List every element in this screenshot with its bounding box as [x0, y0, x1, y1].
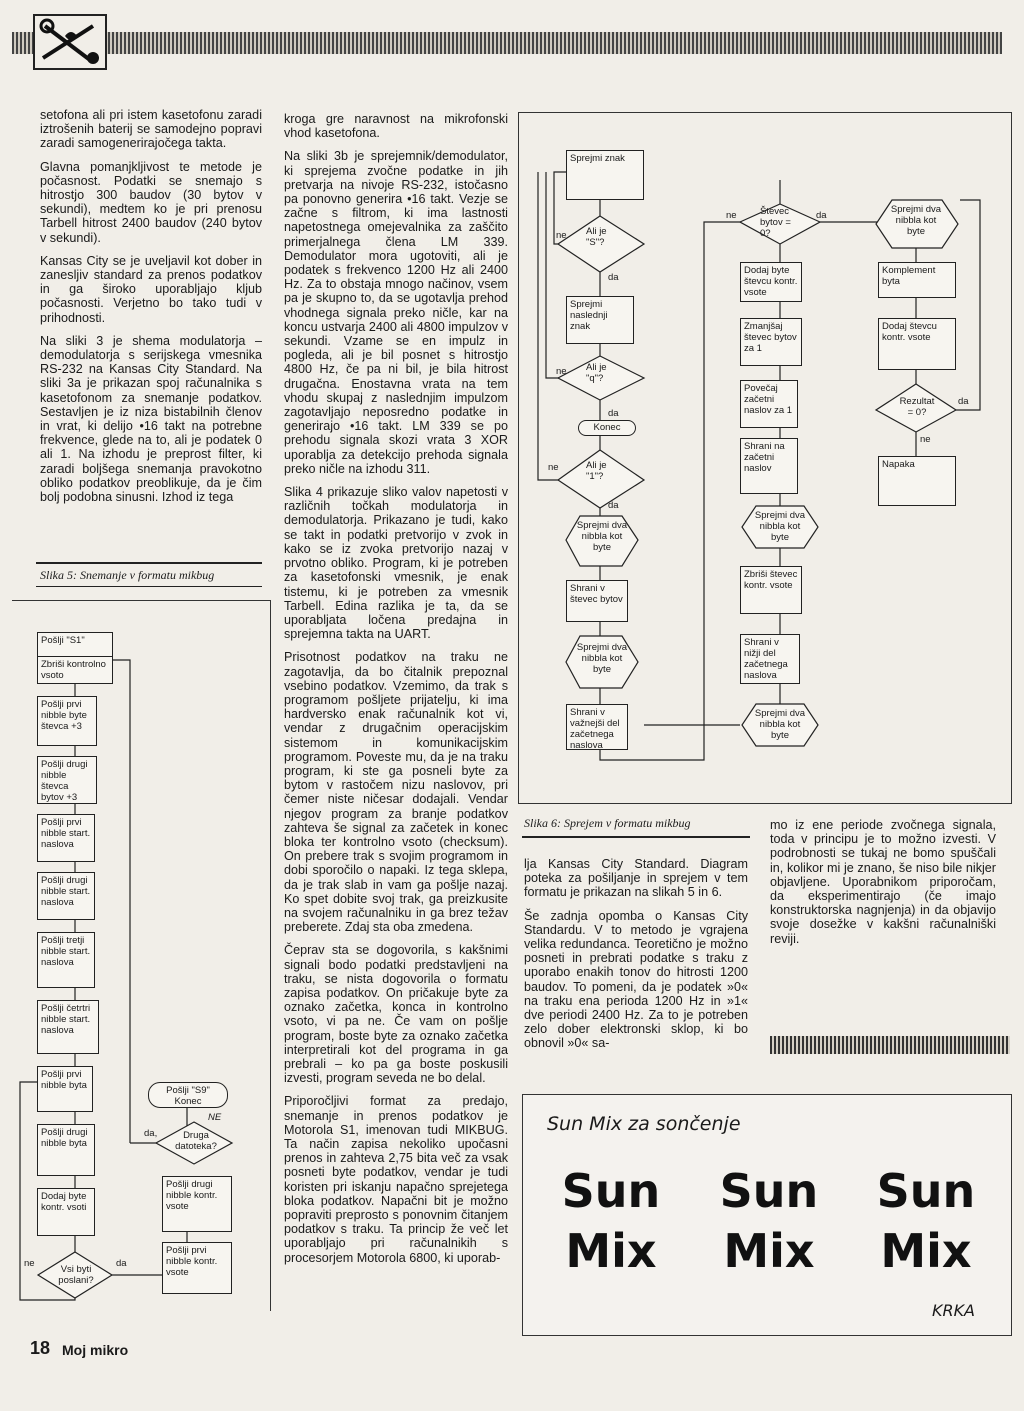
- fig6-box: Shrani na začetni naslov: [740, 438, 798, 494]
- paragraph: Slika 4 prikazuje sliko valov napetosti v različnih točkah modulatorja in demodulatorja. Prikazano je tudi, kako se takt in podatki pretvorijo v zvok in kako se iz zvoka pretvorijo nazaj v prvotno obliko. Program, ki je potreben za kasetofonski vmesnik, je enak tistemu, ki je potreben za vmesnik Tarbell. Edina razlika je ta, da se uporabljata ločena predajna in sprejemna takta na UART.: [284, 485, 508, 642]
- page-number: 18: [30, 1338, 51, 1358]
- sun-mix-logo: Sun Mix: [561, 1164, 661, 1278]
- fig6-label-ne: ne: [920, 434, 931, 445]
- paragraph: Še zadnja opomba o Kansas City Standardu. V to metodo je vgrajena velika redundanca. Teoretično je možno posneti in prebrati podatke s traku z uporabo enakih tonov do hitrosti 1200 baudov. To pomeni, da je podatek »0« na traku ena perioda 1200 Hz in »1« dve periodi 2400 Hz. Za to je potreben zelo dober elektronski sklop, ki bo obnovil »0« sa-: [524, 908, 748, 1051]
- paragraph: lja Kansas City Standard. Diagram poteka za pošiljanje in sprejem v tem formatu je prikazan na slikah 5 in 6.: [524, 857, 748, 900]
- fig6-decision-q: Ali je "q"?: [586, 362, 607, 384]
- fig6-label-da: da: [816, 210, 827, 221]
- fig6-label-da: da: [958, 396, 969, 407]
- fig6-label-ne: ne: [726, 210, 737, 221]
- fig5-box: Pošlji prvi nibble start. naslova: [37, 814, 95, 862]
- paragraph: setofona ali pri istem kasetofonu zaradi iztrošenih baterij se samodejno popravi zaradi samogenerirajočega takta.: [40, 108, 262, 151]
- fig5-box: Pošlji četrtri nibble start. naslova: [37, 1000, 99, 1054]
- fig6-box: Zbriši števec kontr. vsote: [740, 566, 802, 614]
- fig5-decision-more: Druga datoteka?: [175, 1130, 217, 1152]
- fig5-label-ne: NE: [208, 1112, 222, 1123]
- fig5-box: Pošlji prvi nibble kontr. vsote: [162, 1242, 232, 1294]
- fig6-caption: Slika 6: Sprejem v formatu mikbug: [524, 816, 691, 830]
- fig6-decision-result: Rezultat = 0?: [899, 396, 935, 418]
- fig6-hex-receive-byte: Sprejmi dva nibbla kot byte: [890, 204, 942, 237]
- paragraph: kroga gre naravnost na mikrofonski vhod kasetofona.: [284, 112, 508, 141]
- fig6-label-ne: ne: [556, 366, 567, 377]
- paragraph: Čeprav sta se dogovorila, s kakšnimi signali bodo podatki predstavljeni na traku, se nista dogovorila o formatu zapisa podatkov. On pričakuje byte za oznako začetka, konca in kontrolno vsoto, vi pa ne. Če vam on pošlje program, boste byte za oznako začetka interpretirali kot del programa in ga prebrali – ko pa ga boste poskusili izvesti, program seveda ne bo delal.: [284, 943, 508, 1086]
- fig5-label-da: da: [116, 1258, 127, 1269]
- fig5-box: Pošlji drugi nibble števca bytov +3: [37, 756, 97, 804]
- fig6-box-complement: Komplement byta: [878, 262, 956, 298]
- fig6-label-ne: ne: [556, 230, 567, 241]
- fig5-box: Pošlji drugi nibble kontr. vsote: [162, 1176, 232, 1232]
- fig5-box: Pošlji drugi nibble start. naslova: [37, 872, 95, 920]
- magazine-name: Moj mikro: [62, 1342, 129, 1358]
- fig6-box-add-checksum: Dodaj števcu kontr. vsote: [878, 318, 956, 370]
- fig5-terminal-end: Pošlji "S9" Konec: [148, 1082, 228, 1108]
- paragraph: Na sliki 3b je sprejemnik/demodulator, ki sprejema zvočne podatke in jih pretvarja na nivoje RS-232, istočasno pa ponovno generira •16 takt. Vezje se začne s filtrom, ki ima lastnosti napetostnega omejevalnika za zaščito primerjalnega člena LM 339. Demodulator mora ugotoviti, ali je podatek s frekvenco 1200 Hz ali 2400 Hz. Za to obstaja mnogo načinov, vsem pa je skupno to, da se ugotavlja prehod vhodnega signala preko ničle, kar na koncu ustvarja 2400 ali 4800 impulzov v sekundi. Vzame se en impulz in pogleda, ali je bil posnet s hitrostjo 4800 Hz, če pa ni bil, je bila hitrost drugačna. Enostavna vrata na tem vhodu skupaj z naslednjim impulzom zagotavljajo neposredno podatke in generirajo •16 takt. LM 339 se po prehodu signala skozi vrata 3 XOR uporablja za detekcijo prehoda signala preko ničle na izhodu 311.: [284, 149, 508, 476]
- sun-mix-ad: [522, 1094, 1012, 1336]
- fig6-box: Dodaj byte števcu kontr. vsote: [740, 262, 802, 302]
- fig5-label-ne: ne: [24, 1258, 35, 1269]
- fig5-box: Dodaj byte kontr. vsoti: [37, 1188, 95, 1236]
- fig6-decision-s: Ali je "S"?: [586, 226, 607, 248]
- fig6-decision-counter: Števec bytov = 0?: [760, 206, 791, 239]
- fig6-box-receive-char: Sprejmi znak: [566, 150, 644, 200]
- fig5-box-send-s1: Pošlji "S1": [37, 632, 113, 658]
- fig6-terminal-end: Konec: [578, 420, 636, 436]
- fig6-label-ne: ne: [548, 462, 559, 473]
- paragraph: mo iz ene periode zvočnega signala, toda v principu je to možno izvesti. V podrobnosti se tukaj ne bomo spuščali in, kolikor mi je znano, še niso bile nikjer objavljene. Uporabnikom priporočam, da eksperimentirajo (če imajo konstruktorska nagnjenja) in da objavijo svoje dosežke v kakšni računalniški reviji.: [770, 818, 996, 946]
- fig5-box: Pošlji tretji nibble start. naslova: [37, 932, 95, 988]
- fig6-box-store-high-addr: Shrani v važnejši del začetnega naslova: [566, 704, 628, 750]
- fig5-box: Pošlji drugi nibble byta: [37, 1124, 95, 1176]
- ad-brand: KRKA: [931, 1301, 975, 1320]
- fig6-decision-1: Ali je "1"?: [586, 460, 607, 482]
- fig6-hex-receive-byte: Sprejmi dva nibbla kot byte: [754, 708, 806, 741]
- paragraph: Prisotnost podatkov na traku ne zagotavlja, da bo čitalnik prepoznal vsebino podatkov. Vzemimo, da trak s programom pošljete prijatelju, ki ima hardversko enak računalnik kot vi, vendar z drugačnim operacijskim sistemom in komunikacijskim programom. Poveste mu, da je na traku program, ki ste ga posneli byte za bytom v rastočem nizu naslovov, pri čemer niste ničesar dodajali. Vendar njegov program za branje podatkov zahteva še signal za začetek in konec bloka ter kontrolno vsoto (checksum). On prebere trak s svojim programom in dobi sporočilo o napaki. Iz tega sklepa, da je trak slab in vam ga pošlje nazaj. Ko spet dobite svoj trak, ga preizkusite na svojem računalniku in ga brez težav preberete. Zdaj sta oba zmedena.: [284, 650, 508, 935]
- fig5-label-da: da,: [144, 1128, 158, 1139]
- fig6-label-da: da: [608, 408, 619, 419]
- fig6-box: Zmanjšaj števec bytov za 1: [740, 318, 802, 366]
- fig5-decision-sent: Vsi byti poslani?: [58, 1264, 94, 1286]
- fig6-label-da: da: [608, 500, 619, 511]
- fig5-caption: Slika 5: Snemanje v formatu mikbug: [40, 568, 215, 582]
- paragraph: Priporočljivi format za predajo, snemanje in prenos podatkov je Motorola S1, imenovan tudi MIKBUG. Ta način zapisa nekoliko upočasni prenos in zahteva 2,75 bita več za vsak posneti byte podatkov, vendar je tudi koristen pri iskanju napačno sprejetega bloka podatkov. Napačni bit je možno popraviti preprosto s ponovnim čitanjem podatkov s traku. Ta princip že več let uporabljajo pri računalnikih s procesorjem Motorola 6800, ki uporab-: [284, 1094, 508, 1265]
- paragraph: Kansas City se je uveljavil kot dober in zanesljiv standard za prenos podatkov in ga široko uporabljajo kljub počasnosti. Verjetno bo tako tudi v prihodnosti.: [40, 253, 262, 325]
- fig5-box-clear-checksum: Zbriši kontrolno vsoto: [37, 656, 113, 684]
- fig6-hex-receive-byte: Sprejmi dva nibbla kot byte: [576, 642, 628, 675]
- sun-mix-logo: Sun Mix: [719, 1164, 819, 1278]
- fig6-box-store-counter: Shrani v števec bytov: [566, 580, 628, 622]
- fig6-label-da: da: [608, 272, 619, 283]
- sun-mix-logo: Sun Mix: [876, 1164, 976, 1278]
- caption-rule: [522, 836, 750, 838]
- paragraph: Glavna pomanjkljivost te metode je počasnost. Podatki se snemajo s hitrostjo 300 baudov (30 bytov v sekundi), medtem ko je pri prenosu Tarbell hitrost 2400 baudov (240 bytov v sekundi).: [40, 159, 262, 245]
- ad-title: Sun Mix za sončenje: [547, 1113, 741, 1135]
- fig6-box-receive-next-char: Sprejmi naslednji znak: [566, 296, 634, 344]
- fig6-box-error: Napaka: [878, 456, 956, 506]
- fig5-box: Pošlji prvi nibble byte števca +3: [37, 696, 97, 746]
- fig6-hex-receive-byte: Sprejmi dva nibbla kot byte: [754, 510, 806, 543]
- fig6-hex-receive-byte: Sprejmi dva nibbla kot byte: [576, 520, 628, 553]
- paragraph: Na sliki 3 je shema modulatorja – demodulatorja s serijskega vmesnika RS-232 na Kansas City Standard. Na sliki 3a je prikazan spoj računalnika s kasetofonom za snemanje podatkov. Sestavljen je iz niza bistabilnih členov in vrat, ki delijo •16 takt na potrebne frekvence, glede na to, ali je podatek 0 ali 1. Na izhodu je preprost filter, ki zaradi boljšega snemanja pravokotno obliko podatkov preoblikuje, da je čim bolj podobna sinusni. Izhod iz tega: [40, 333, 262, 505]
- fig5-box: Pošlji prvi nibble byta: [37, 1066, 93, 1112]
- fig6-box: Shrani v nižji del začetnega naslova: [740, 634, 800, 684]
- fig6-box: Povečaj začetni naslov za 1: [740, 380, 798, 428]
